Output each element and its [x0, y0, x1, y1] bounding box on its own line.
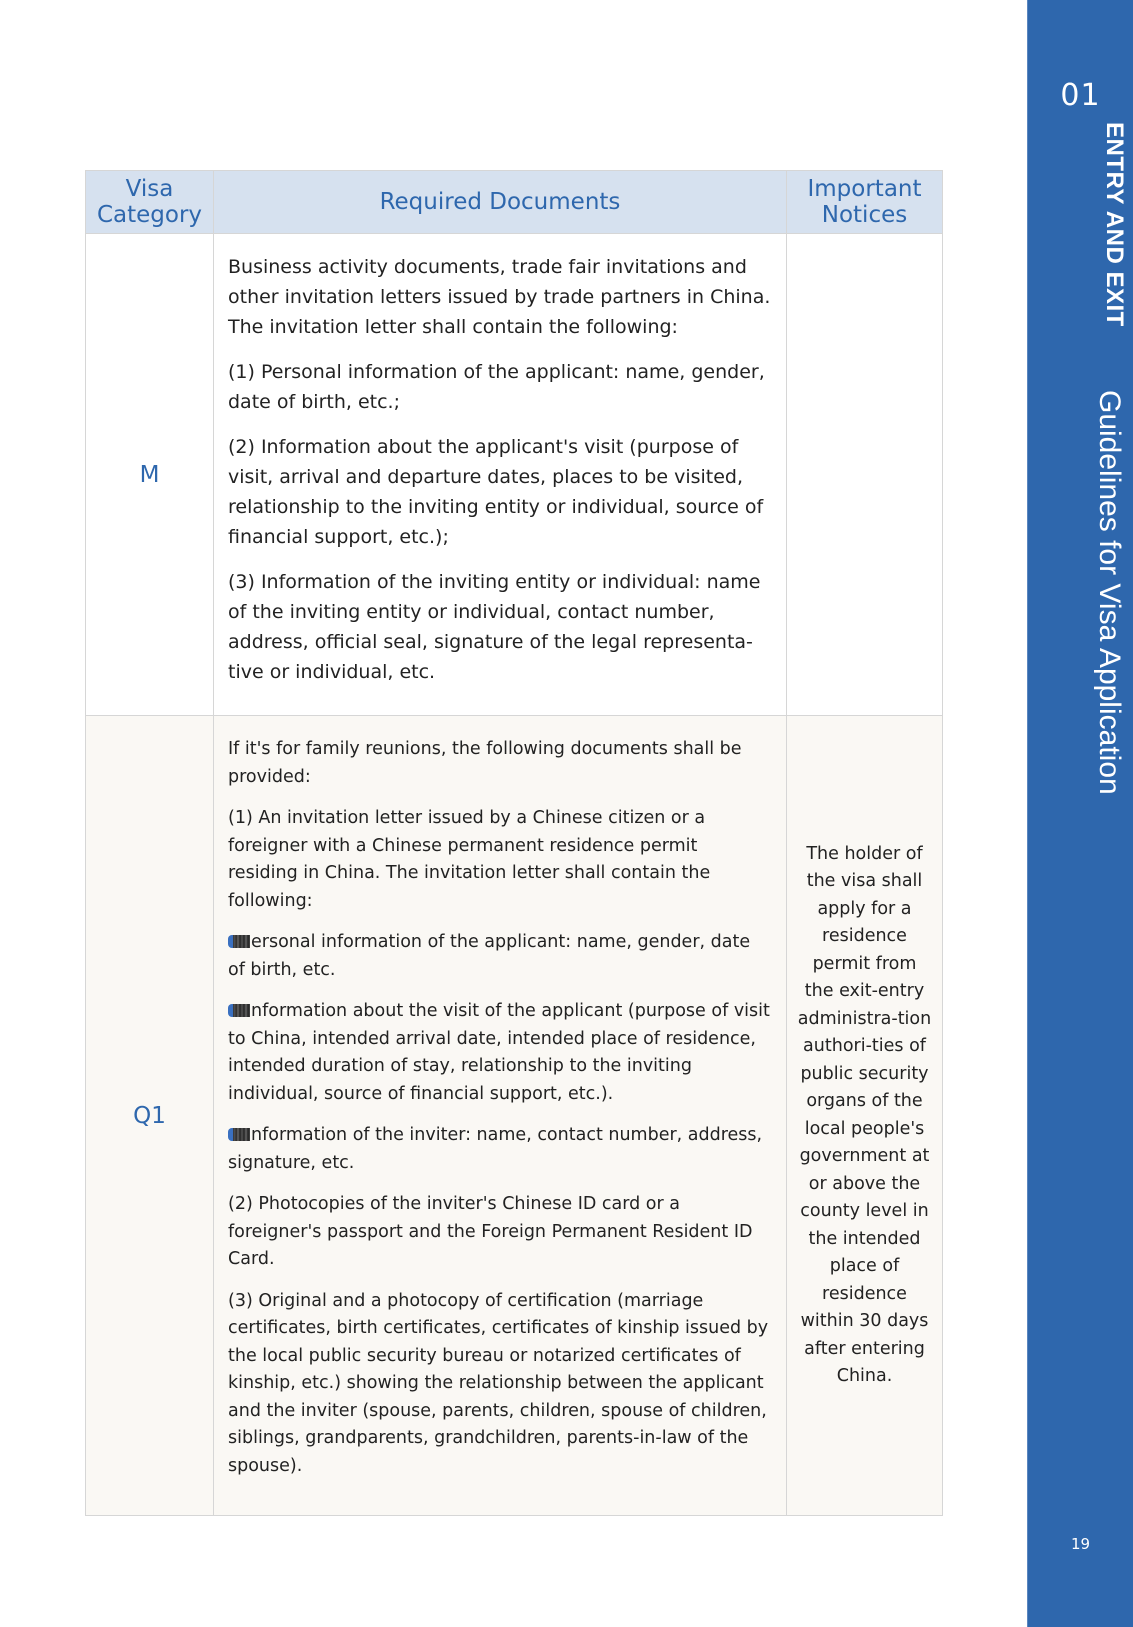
important-notice-cell: The holder of the visa shall apply for a residence permit from the exit-entry administra-tion authori-ties of public security organs of the local people's government at or above the county level in the intended place of residence within 30 days after entering China.	[787, 716, 943, 1516]
document-paragraph: (1) An invitation letter issued by a Chinese citizen or a foreigner with a Chinese permanent residence permit residing in China. The invitation letter shall contain the following:	[228, 808, 711, 911]
table-header-row	[86, 171, 943, 234]
visa-category-cell: Q1	[86, 716, 214, 1516]
required-documents-cell	[214, 234, 787, 716]
document-paragraph: (1) Personal information of the applicant: name, gender, date of birth, etc.;	[228, 361, 765, 413]
visa-category-cell: M	[86, 234, 214, 716]
document-paragraph: Business activity documents, trade fair invitations and other invitation letters issued by trade partners in China. The invitation letter shall contain the following:	[228, 256, 771, 338]
document-paragraph: If it's for family reunions, the following documents shall be provided:	[228, 739, 742, 787]
document-paragraph	[228, 1122, 772, 1177]
bullet-text: nformation of the inviter: name, contact number, address, signature, etc.	[228, 1125, 763, 1173]
chapter-title: ENTRY AND EXIT	[1101, 122, 1128, 327]
bullet-text: ersonal information of the applicant: name, gender, date of birth, etc.	[228, 932, 751, 980]
header-line: Notices	[821, 202, 908, 228]
chapter-number: 01	[1060, 78, 1101, 113]
broken-bullet-icon	[228, 1004, 250, 1017]
document-paragraph	[228, 929, 772, 984]
page-number: 19	[1070, 1535, 1091, 1553]
chapter-sidebar	[1028, 0, 1133, 1627]
document-paragraph: (2) Photocopies of the inviter's Chinese ID card or a foreigner's passport and the Foreign Permanent Resident ID Card.	[228, 1194, 753, 1269]
document-paragraph: (2) Information about the applicant's visit (purpose of visit, arrival and departure dates, places to be visited, relationship to the inviting entity or individual, source of financial support, etc.);	[228, 436, 764, 548]
required-documents-cell	[214, 716, 787, 1516]
header-line: Important	[807, 176, 922, 202]
broken-bullet-icon	[228, 935, 250, 948]
header-visa-category	[86, 171, 214, 234]
document-paragraph	[228, 998, 772, 1108]
document-paragraph: (3) Original and a photocopy of certification (marriage certificates, birth certificates, certificates of kinship issued by the local public security bureau or notarized certificates of kinship, etc.) showing the relationship between the applicant and the inviter (spouse, parents, children, spouse of children, siblings, grandparents, grandchildren, parents-in-law of the spouse).	[228, 1290, 769, 1476]
important-notice-cell	[787, 234, 943, 716]
visa-requirements-table	[85, 170, 943, 1516]
broken-bullet-icon	[228, 1128, 250, 1141]
document-paragraph: (3) Information of the inviting entity or individual: name of the inviting entity or individual, contact number, address, official seal, signature of the legal representa-tive or individual, etc.	[228, 571, 761, 683]
table-row	[86, 234, 943, 716]
header-important-notices	[787, 171, 943, 234]
header-required-documents: Required Documents	[214, 171, 787, 234]
header-line: Category	[96, 202, 203, 228]
section-title: Guidelines for Visa Application	[1093, 390, 1126, 795]
table-row	[86, 716, 943, 1516]
bullet-text: nformation about the visit of the applicant (purpose of visit to China, intended arrival date, intended place of residence, intended duration of stay, relationship to the inviting individual, source of financial support, etc.).	[228, 1001, 770, 1104]
header-line: Visa	[125, 176, 174, 202]
